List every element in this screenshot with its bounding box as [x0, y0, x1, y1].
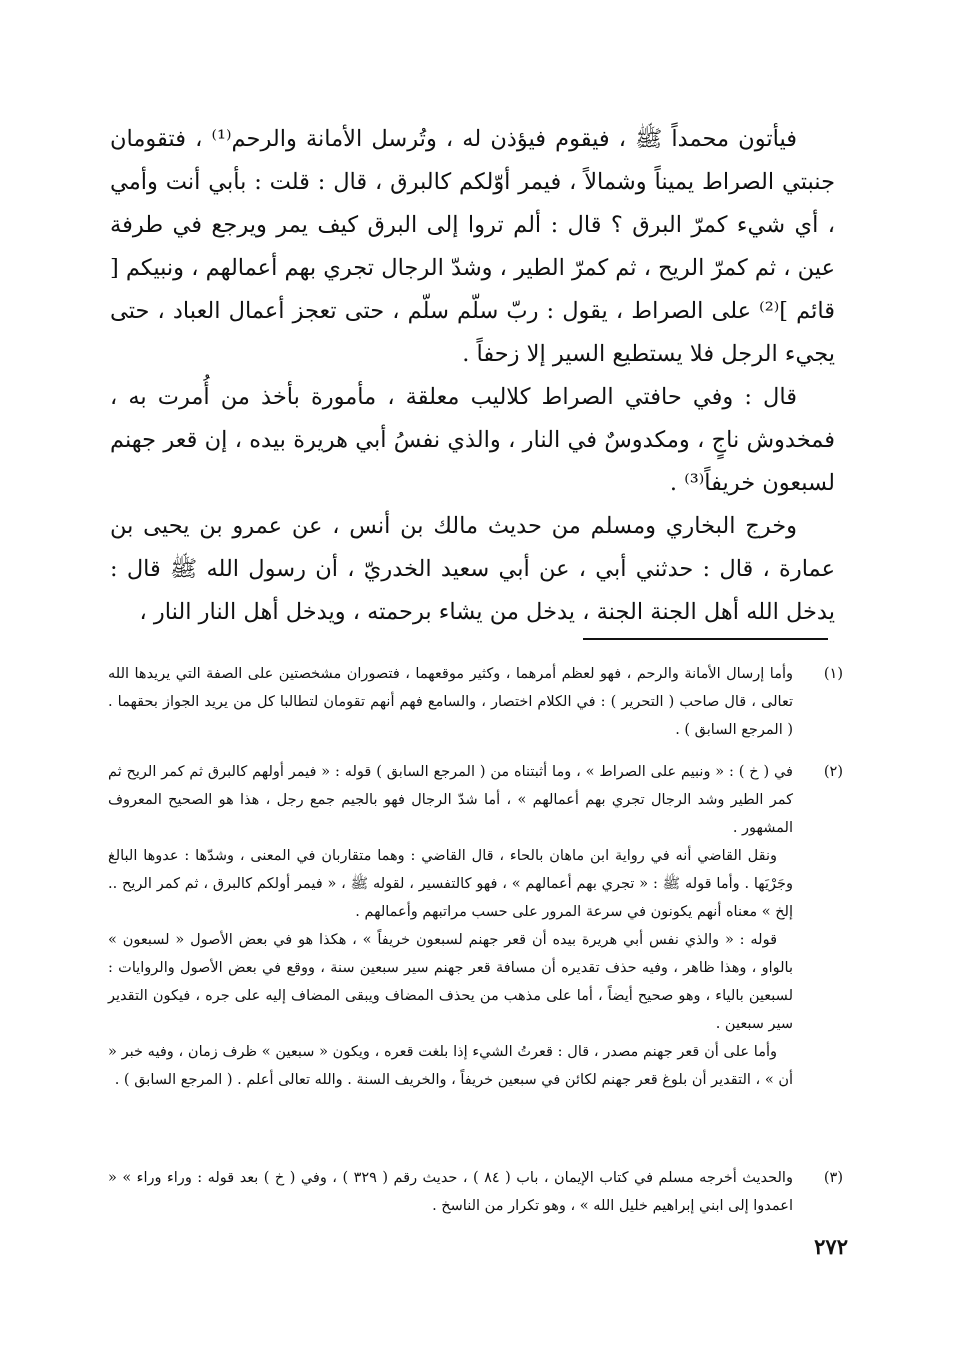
page-number: ٢٧٢	[814, 1234, 848, 1259]
footnote-3	[108, 1164, 843, 1220]
footnote-2	[108, 758, 843, 1094]
footnote-number: (٣)	[823, 1170, 843, 1186]
paragraph-text: قال : وفي حافتي الصراط كلاليب معلقة ، مأمورة بأخذ من أُمرت به ، فمخدوش ناجٍ ، ومكدوسٌ في النار ، والذي نفسُ أبي هريرة بيده ، إن قعر جهنم لسبعون خريفاً⁽³⁾ .	[110, 384, 835, 496]
main-paragraph-1	[110, 118, 835, 376]
footnote-text: قوله : « والذي نفس أبي هريرة بيده أن قعر جهنم لسبعون خريفاً » ، هكذا هو في بعض الأصول « لسبعون » بالواو ، وهذا ظاهر ، وفيه حذف تقديره أن مسافة قعر جهنم سير سبعين سنة ، ووقع في بعض الأصول والروايات : لسبعين بالياء ، وهو صحيح أيضاً ، أما على مذهب من يحذف المضاف ويبقى المضاف إليه على جره ، فيكون التقدير سير سبعين .	[108, 932, 793, 1032]
footnote-body	[108, 1164, 793, 1220]
footnote-body	[108, 660, 793, 744]
footnote-separator	[583, 638, 828, 640]
footnote-body	[108, 758, 793, 1094]
footnote-text: والحديث أخرجه مسلم في كتاب الإيمان ، باب ( ٨٤ ) ، حديث رقم ( ٣٢٩ ) ، وفي ( خ ) بعد قوله : وراء وراء » « اعمدوا إلى ابني إبراهيم خليل الله » ، وهو تكرار من الناسخ .	[108, 1170, 793, 1214]
paragraph-text: فيأتون محمداً ﷺ ، فيقوم فيؤذن له ، وتُرسل الأمانة والرحم⁽¹⁾ ، فتقومان جنبتي الصراط يميناً وشمالاً ، فيمر أوّلكم كالبرق ، قال : قلت : بأبي أنت وأمي ، أي شيء كمرّ البرق ؟ قال : ألم تروا إلى البرق كيف يمر ويرجع في طرفة عين ، ثم كمرّ الريح ، ثم كمرّ الطير ، وشدّ الرجال تجري بهم أعمالهم ، ونبيكم [ قائم ]⁽²⁾ على الصراط ، يقول : ربّ سلّم سلّم ، حتى تعجز أعمال العباد ، حتى يجيء الرجل فلا يستطيع السير إلا زحفاً .	[110, 126, 835, 367]
main-paragraph-3	[110, 505, 835, 634]
footnote-text: وأما إرسال الأمانة والرحم ، فهو لعظم أمرهما ، وكثير موقعهما ، فتصوران مشخصتين على الصفة التي يريدها الله تعالى ، قال صاحب ( التحرير ) : في الكلام اختصار ، والسامع فهم أنهم تقومان لتطالبا كل من يريد الجواز بحقهما . ( المرجع السابق ) .	[108, 666, 793, 738]
footnote-text: ونقل القاضي أنه في رواية ابن ماهان بالحاء ، قال القاضي : وهما متقاربان في المعنى ، وشدّها : عدوها البالغ وجَرْيَها . وأما قوله ﷺ : « تجري بهم أعمالهم » ، فهو كالتفسير ، لقوله ﷺ ، « فيمر أولكم كالبرق ، ثم كمر الريح .. إلخ » معناه أنهم يكونون في سرعة المرور على حسب مراتبهم وأعمالهم .	[108, 848, 793, 920]
footnote-text: وأما على أن قعر جهنم مصدر ، قال : قعرتُ الشيء إذا بلغت قعره ، ويكون « سبعين » ظرف زمان ، وفيه خبر « أن » ، التقدير أن بلوغ قعر جهنم لكائن في سبعين خريفاً ، والخريف السنة . والله تعالى أعلم . ( المرجع السابق ) .	[108, 1044, 793, 1088]
footnote-1	[108, 660, 843, 744]
footnote-text: في ( خ ) : « ونبيم على الصراط » ، وما أثبتناه من ( المرجع السابق ) قوله : « فيمر أولهم كالبرق ثم كمر الريح ثم كمر الطير وشد الرجال تجري بهم أعمالهم » ، أما شدّ الرجال فهو بالجيم جمع رجل ، هذا هو الصحيح المعروف المشهور .	[108, 764, 793, 836]
main-paragraph-2	[110, 376, 835, 505]
footnote-number: (٢)	[823, 764, 843, 780]
paragraph-text: وخرج البخاري ومسلم من حديث مالك بن أنس ، عن عمرو بن يحيى بن عمارة ، قال : حدثني أبي ، عن أبي سعيد الخدريّ ، أن رسول الله ﷺ قال : يدخل الله أهل الجنة الجنة ، يدخل من يشاء برحمته ، ويدخل أهل النار النار ،	[110, 513, 835, 625]
footnote-number: (١)	[823, 666, 843, 682]
